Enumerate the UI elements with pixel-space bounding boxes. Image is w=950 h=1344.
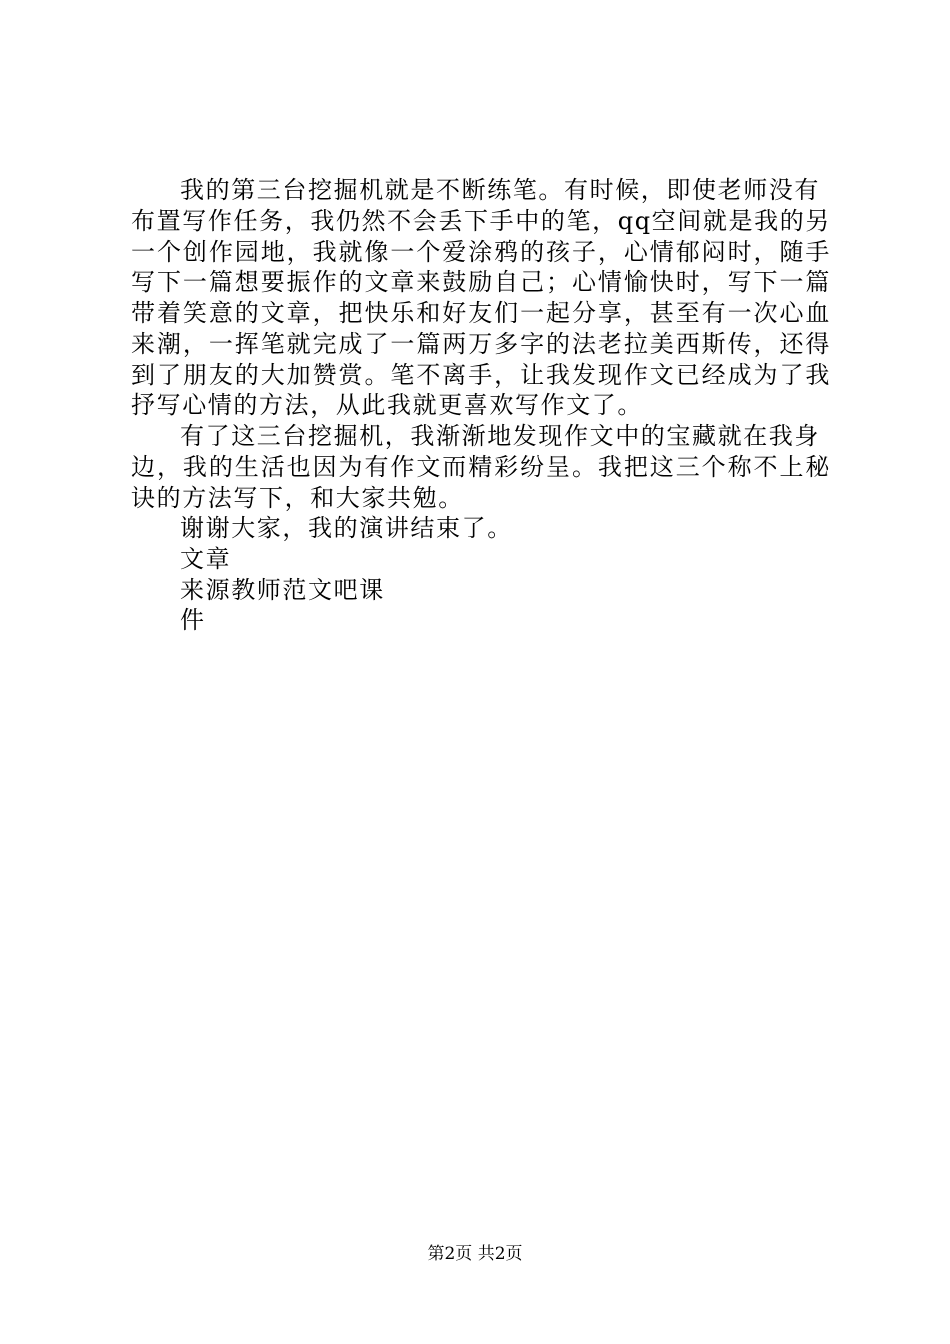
source-line-1: 文章 (180, 545, 232, 573)
paragraph-1-line-6: 来潮，一挥笔就完成了一篇两万多字的法老拉美西斯传，还得 (131, 330, 831, 358)
paragraph-1-line-2: 布置写作任务，我仍然不会丢下手中的笔，qq空间就是我的另 (131, 207, 831, 235)
paragraph-1-line-1: 我的第三台挖掘机就是不断练笔。有时候，即使老师没有 (180, 176, 820, 204)
paragraph-1-line-8: 抒写心情的方法，从此我就更喜欢写作文了。 (131, 391, 643, 419)
page-number-footer: 第2页 共2页 (427, 1244, 523, 1264)
paragraph-1-line-7: 到了朋友的大加赞赏。笔不离手，让我发现作文已经成为了我 (131, 361, 831, 389)
source-line-3: 件 (180, 606, 206, 634)
paragraph-1-line-5: 带着笑意的文章，把快乐和好友们一起分享，甚至有一次心血 (131, 299, 831, 327)
paragraph-2-line-2: 边，我的生活也因为有作文而精彩纷呈。我把这三个称不上秘 (131, 453, 831, 481)
paragraph-2-line-1: 有了这三台挖掘机，我渐渐地发现作文中的宝藏就在我身 (180, 422, 820, 450)
paragraph-1-line-3: 一个创作园地，我就像一个爱涂鸦的孩子，心情郁闷时，随手 (131, 238, 831, 266)
closing-line: 谢谢大家，我的演讲结束了。 (180, 514, 513, 542)
paragraph-2-line-3: 诀的方法写下，和大家共勉。 (131, 484, 464, 512)
source-line-2: 来源教师范文吧课 (180, 576, 385, 604)
paragraph-1-line-4: 写下一篇想要振作的文章来鼓励自己；心情愉快时，写下一篇 (131, 268, 831, 296)
